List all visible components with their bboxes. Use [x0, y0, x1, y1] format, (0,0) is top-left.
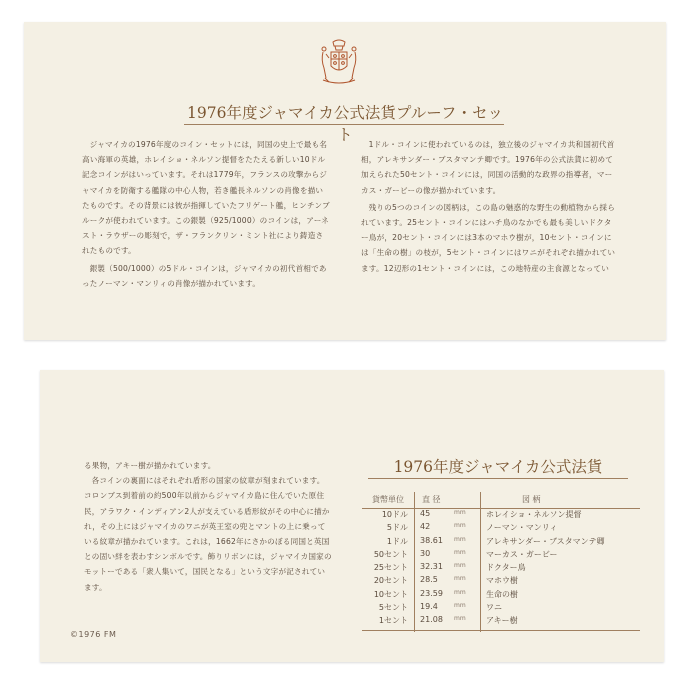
paragraph: 1ドル・コインに使われているのは，独立後のジャマイカ共和国初代首相，アレキサンダー・ブスタマンテ卿です。1976年の公式法貨に初めて加えられた50セント・コインには，同国の活動的な政界の指導者，マーカス・ガービーの像が描かれています。 — [361, 140, 615, 195]
cell-mm: mm — [454, 602, 466, 610]
cell-diameter: 32.31 — [420, 562, 443, 572]
cell-mm: mm — [454, 588, 466, 596]
cell-design: マーカス・ガービー — [486, 549, 558, 559]
top-title: 1976年度ジャマイカ公式法貨プルーフ・セット — [187, 104, 503, 144]
coat-of-arms-icon — [317, 38, 361, 88]
cell-unit: 25セント — [373, 563, 408, 573]
table-header — [362, 492, 640, 509]
cell-unit: 5ドル — [386, 523, 408, 533]
cell-design: アキー樹 — [486, 616, 518, 626]
paragraph: ジャマイカの1976年度のコイン・セットには，同国の史上で最も名高い海軍の英雄，ホレイショ・ネルソン提督をたたえる新しい10ドル記念コインがはいっています。それは1779年，フランスの攻撃からジャマイカを防衛する艦隊の中心人物，若き艦長ネルソンの肖像を描いたものです。その背景には彼が指揮していたフリゲート艦，ヒンチンブルークが使われています。この銀製（925/1000）のコインは，アーネスト・ラウザーの彫刻で，ザ・フランクリン・ミント社により鋳造されたものです。 — [82, 140, 330, 256]
top-right-column — [361, 137, 617, 276]
header-unit: 貨幣単位 — [372, 495, 404, 504]
paragraph: る果物，アキー樹が描かれています。 — [84, 461, 216, 470]
table-row — [362, 549, 640, 562]
header-diameter: 直 径 — [422, 495, 441, 504]
table-body — [362, 509, 640, 629]
cell-mm: mm — [454, 575, 466, 583]
cell-diameter: 42 — [420, 522, 431, 532]
cell-diameter: 19.4 — [420, 602, 438, 612]
paragraph: 各コインの裏面にはそれぞれ盾形の国家の紋章が刻まれています。コロンブス到着前の約500年以前からジャマイカ島に住んでいた原住民，アラワク・インディアン2人が支えている盾形紋がその中心に描かれ，その上にはジャマイカのワニが英王室の兜とマントの上に乗っている紋章が描かれています。これは，1662年にさかのぼる同国と英国との固い絆を表わすシンボルです。飾りリボンには，ジャマイカ国家のモットーである「衆人集いて，国民となる」という文字が記されています。 — [84, 476, 332, 592]
cell-mm: mm — [454, 562, 466, 570]
table-row — [362, 536, 640, 549]
title-divider — [184, 124, 504, 125]
cell-diameter: 28.5 — [420, 575, 438, 585]
cell-design: 生命の樹 — [486, 589, 518, 599]
table-bottom-rule — [362, 630, 640, 631]
bottom-left-column — [84, 458, 332, 595]
table-row — [362, 589, 640, 602]
table-row — [362, 562, 640, 575]
paragraph: 銀製（500/1000）の5ドル・コインは，ジャマイカの初代首相であったノーマン・マンリィの肖像が描かれています。 — [82, 263, 327, 288]
cell-mm: mm — [454, 522, 466, 530]
top-left-column — [82, 137, 330, 291]
cell-unit: 50セント — [373, 549, 408, 559]
paragraph: 残りの5つのコインの図柄は，この島の魅惑的な野生の動植物から採られています。25セント・コインにはハチ鳥のなかでも最も美しいドクター鳥が，20セント・コインには3本のマホウ樹が，10セント・コインには「生命の樹」の枝が，5セント・コインにはワニがそれぞれ描かれています。12辺形の1セント・コインには，この地特産の主食源となってい — [361, 202, 616, 273]
cell-diameter: 30 — [420, 548, 431, 558]
cell-diameter: 21.08 — [420, 615, 443, 625]
cell-diameter: 45 — [420, 509, 431, 518]
cell-design: ノーマン・マンリィ — [486, 523, 558, 533]
cell-unit: 1セント — [378, 616, 408, 626]
cell-design: ホレイショ・ネルソン提督 — [486, 510, 582, 519]
copyright-mark: ©1976 FM — [70, 630, 117, 639]
cell-mm: mm — [454, 535, 466, 543]
table-divider — [414, 492, 415, 632]
cell-unit: 1ドル — [386, 536, 408, 546]
cell-design: ワニ — [486, 603, 502, 613]
table-row — [362, 602, 640, 615]
cell-diameter: 38.61 — [420, 535, 443, 545]
table-row — [362, 615, 640, 628]
cell-unit: 10ドル — [381, 510, 408, 519]
cell-unit: 20セント — [373, 576, 408, 586]
cell-design: マホウ樹 — [486, 576, 518, 586]
title-divider — [368, 478, 628, 479]
cell-design: ドクター鳥 — [486, 563, 526, 573]
header-design: 図 柄 — [522, 495, 541, 504]
table-row — [362, 509, 640, 522]
cell-mm: mm — [454, 615, 466, 623]
cell-diameter: 23.59 — [420, 588, 443, 598]
cell-unit: 10セント — [373, 589, 408, 599]
coin-table — [362, 492, 640, 629]
cell-mm: mm — [454, 509, 466, 516]
cell-unit: 5セント — [378, 603, 408, 613]
table-row — [362, 575, 640, 588]
table-title: 1976年度ジャマイカ公式法貨 — [393, 458, 603, 476]
cell-mm: mm — [454, 548, 466, 556]
cell-design: アレキサンダー・ブスタマンテ卿 — [486, 536, 605, 546]
table-divider — [480, 492, 481, 632]
table-row — [362, 522, 640, 535]
